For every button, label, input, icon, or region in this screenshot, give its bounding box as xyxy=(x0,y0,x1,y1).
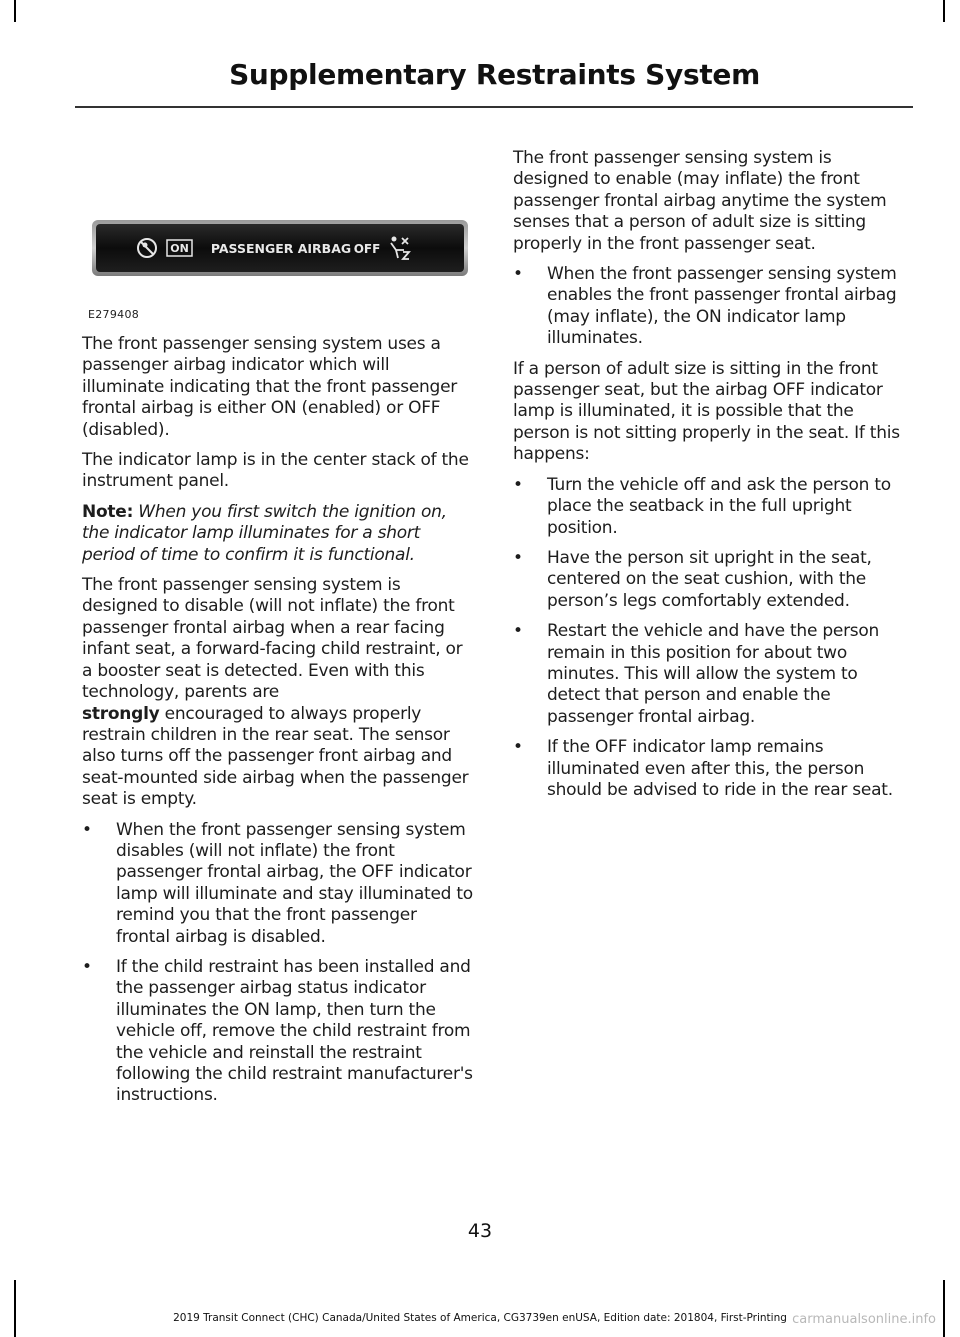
on-lamp-label: ON xyxy=(170,242,189,255)
bullet: • xyxy=(513,737,523,758)
passenger-airbag-label: PASSENGER AIRBAG xyxy=(210,241,352,256)
bullet-list xyxy=(513,264,906,350)
paragraph: The front passenger sensing system uses a passenger airbag indicator which will illuminate indicating that the front passenger frontal airbag is either ON (enabled) or OFF (disabled). xyxy=(82,334,458,440)
left-column xyxy=(82,334,475,1116)
bullet: • xyxy=(513,621,523,642)
list-item: • If the OFF indicator lamp remains illuminated even after this, the person should be advised to ride in the rear seat. xyxy=(513,737,893,800)
paragraph: The front passenger sensing system is designed to disable (will not inflate) the front passenger frontal airbag when a rear facing infant seat, a forward-facing child restraint, or a booster seat is detected. Even with this technology, parents are strongly encouraged to always properly restrain children in the rear seat. The sensor also turns off the passenger front airbag and seat-mounted side airbag when the passenger seat is empty. xyxy=(82,575,469,810)
list-item: • When the front passenger sensing system disables (will not inflate) the front passenger frontal airbag, the OFF indicator lamp will illuminate and stay illuminated to remind you that the front passenger frontal airbag is disabled. xyxy=(82,819,473,947)
crop-mark-bottom-right xyxy=(943,1280,945,1337)
page-title: Supplementary Restraints System xyxy=(229,58,760,91)
note xyxy=(82,502,475,566)
list-item: • Have the person sit upright in the seat, centered on the seat cushion, with the person’s legs comfortably extended. xyxy=(513,547,872,611)
list-item: • Turn the vehicle off and ask the person to place the seatback in the full upright position. xyxy=(513,474,891,538)
figure-reference: E279408 xyxy=(88,308,140,321)
bullet: • xyxy=(513,547,523,568)
crop-mark-bottom-left xyxy=(14,1280,16,1337)
airbag-indicator-panel xyxy=(82,208,475,298)
list-item: • If the child restraint has been installed and the passenger airbag status indicator illuminates the ON lamp, then turn the vehicle off, remove the child restraint from the vehicle and reinstall the restraint following the child restraint manufacturer's instructions. xyxy=(82,956,473,1106)
list-item: • Restart the vehicle and have the person remain in this position for about two minutes. This will allow the system to detect that person and enable the passenger frontal airbag. xyxy=(513,621,880,727)
note-label: Note: xyxy=(82,501,134,522)
bullet: • xyxy=(513,264,523,285)
bullet-list xyxy=(82,820,475,1107)
paragraph: The indicator lamp is in the center stack of the instrument panel. xyxy=(82,450,469,492)
paragraph: The front passenger sensing system is designed to enable (may inflate) the front passenger frontal airbag anytime the system senses that a person of adult size is sitting properly in the front passenger seat. xyxy=(513,148,887,254)
right-column xyxy=(513,148,906,810)
crop-mark-top-right xyxy=(943,0,945,22)
watermark: carmanualsonline.info xyxy=(792,1312,936,1327)
emphasis-strongly: strongly xyxy=(82,703,160,724)
list-item: • When the front passenger sensing system enables the front passenger frontal airbag (may inflate), the ON indicator lamp illuminates. xyxy=(513,264,897,349)
bullet-list xyxy=(513,475,906,802)
header-divider xyxy=(75,106,913,108)
note-text: When you first switch the ignition on, the indicator lamp illuminates for a short period of time to confirm it is functional. xyxy=(82,501,447,565)
bullet: • xyxy=(513,474,523,495)
off-lamp-label: OFF xyxy=(353,242,381,256)
bullet: • xyxy=(82,819,92,840)
airbag-indicator-figure xyxy=(82,208,475,328)
footer-edition-info: 2019 Transit Connect (CHC) Canada/United States of America, CG3739en enUSA, Edition date: 201804, First-Printing xyxy=(173,1312,787,1324)
paragraph: If a person of adult size is sitting in the front passenger seat, but the airbag OFF indicator lamp is illuminated, it is possible that the person is not sitting properly in the seat. If this happens: xyxy=(513,358,900,465)
page-number: 43 xyxy=(467,1220,493,1242)
bullet: • xyxy=(82,956,92,977)
crop-mark-top-left xyxy=(14,0,16,22)
